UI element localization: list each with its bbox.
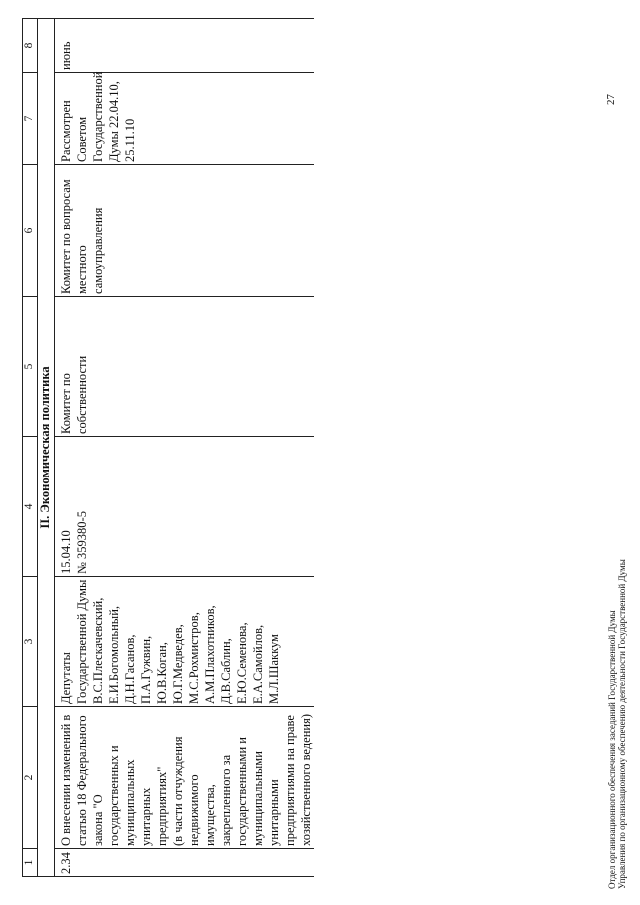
status-line: Рассмотрен	[59, 100, 73, 162]
bill-title-line: унитарных	[139, 787, 153, 846]
author-line: Е.И.Богомольный,	[107, 605, 121, 704]
table-row	[55, 19, 315, 877]
author-line: П.А.Гужвин,	[139, 635, 153, 704]
bill-title-line: закрепленного за	[219, 754, 233, 846]
co-committee-line: Комитет по вопросам	[59, 179, 73, 294]
col-number-2: 2	[23, 707, 38, 849]
section-row	[38, 19, 55, 877]
author-line: Ю.В.Коган,	[155, 642, 169, 704]
author-line: В.С.Плескачевский,	[91, 597, 105, 704]
author-line: Д.Н.Гасанов,	[123, 634, 137, 704]
bill-title-line: муниципальных	[123, 759, 137, 846]
status-line: Государственной	[91, 71, 105, 162]
bill-number: № 359380-5	[75, 511, 89, 574]
author-line: Е.А.Самойлов,	[251, 624, 265, 704]
status-line: Советом	[75, 116, 89, 162]
author-line: Государственной Думы	[75, 579, 89, 704]
page-number: 27	[605, 94, 617, 105]
col-number-8: 8	[23, 19, 38, 73]
bill-title-line: закона "О	[91, 794, 105, 846]
introduction-date: 15.04.10	[59, 530, 73, 574]
bill-title-line: предприятиях"	[155, 766, 169, 846]
row-number: 2.34	[55, 849, 315, 877]
planned-month: июнь	[59, 41, 73, 70]
col-number-4: 4	[23, 437, 38, 577]
bill-title-line: (в части отчуждения	[171, 736, 185, 846]
co-executor-committee-cell	[55, 165, 315, 297]
authors-cell	[55, 577, 315, 707]
author-line: М.С.Рохмистров,	[187, 612, 201, 704]
author-line: Д.В.Саблин,	[219, 638, 233, 704]
author-line: Е.Ю.Семенова,	[235, 622, 249, 704]
author-line: М.Л.Шаккум	[267, 634, 281, 704]
bill-title-line: статью 18 Федерального	[75, 715, 89, 846]
bill-title-cell	[55, 707, 315, 849]
co-committee-line: местного	[75, 245, 89, 294]
status-cell	[55, 73, 315, 165]
col-number-6: 6	[23, 165, 38, 297]
bill-title-line: государственными и	[235, 737, 249, 846]
col-number-5: 5	[23, 297, 38, 437]
section-title: II. Экономическая политика	[38, 19, 55, 877]
committee-line: собственности	[75, 355, 89, 434]
bill-title-line: недвижимого	[187, 774, 201, 846]
co-committee-line: самоуправления	[91, 207, 105, 294]
author-line: Ю.Г.Медведев,	[171, 624, 185, 704]
col-number-7: 7	[23, 73, 38, 165]
bill-title-line: предприятиями на праве	[283, 715, 297, 846]
responsible-committee-cell	[55, 297, 315, 437]
column-number-row	[23, 19, 38, 877]
introduction-date-cell	[55, 437, 315, 577]
author-line: Депутаты	[59, 652, 73, 704]
bill-title-line: хозяйственного ведения)	[299, 713, 313, 846]
committee-line: Комитет по	[59, 373, 73, 434]
bill-title-line: имущества,	[203, 784, 217, 846]
bill-title-line: муниципальными	[251, 751, 265, 846]
col-number-3: 3	[23, 577, 38, 707]
footer-directorate: Управления по организационному обеспечению деятельности Государственной Думы	[617, 559, 627, 889]
bill-title-line: О внесении изменений в	[59, 714, 73, 846]
bills-table	[22, 18, 314, 877]
col-number-1: 1	[23, 849, 38, 877]
bill-title-line: унитарными	[267, 779, 281, 846]
bill-title-line: государственных и	[107, 745, 121, 846]
month-cell	[55, 19, 315, 73]
author-line: А.М.Плахотников,	[203, 605, 217, 704]
status-line: 25.11.10	[123, 118, 137, 162]
status-line: Думы 22.04.10,	[107, 81, 121, 162]
footer-department: Отдел организационного обеспечения заседаний Государственной Думы	[607, 610, 617, 889]
